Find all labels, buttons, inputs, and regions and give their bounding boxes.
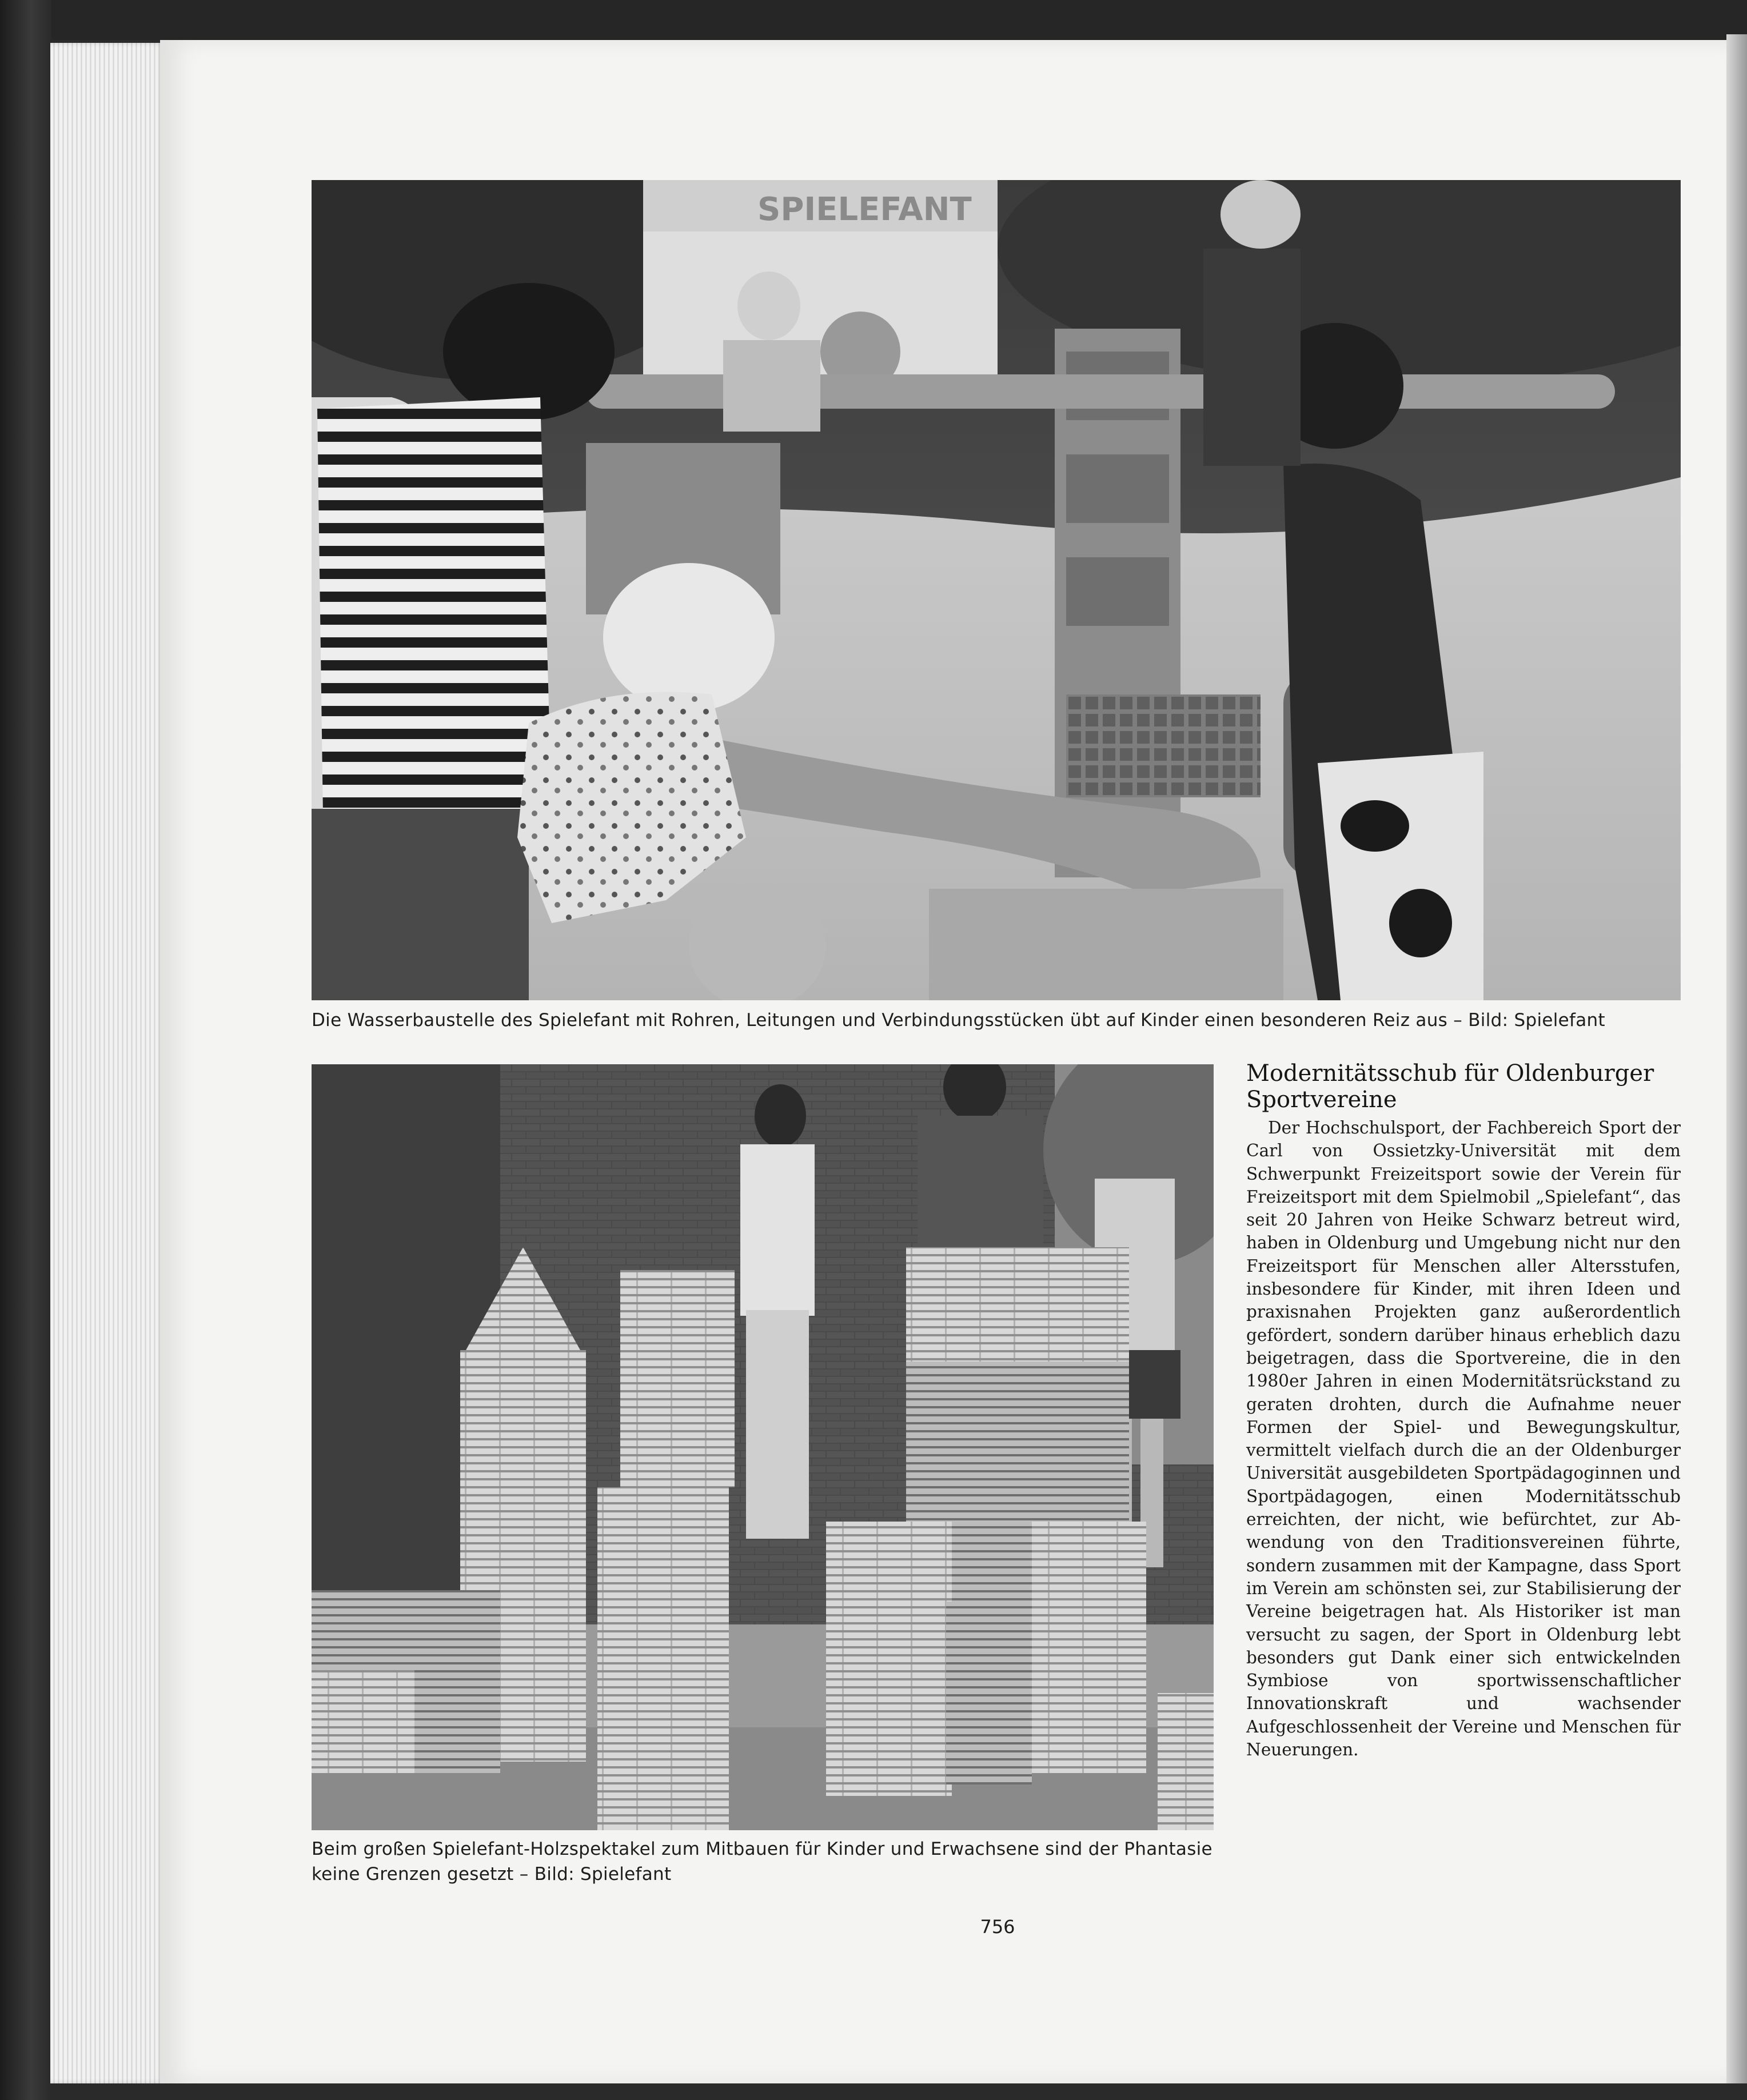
water-play-photo bbox=[312, 180, 1681, 1000]
article-heading: Modernitätsschub für Oldenburger Sportvereine bbox=[1246, 1060, 1654, 1113]
wooden-blocks-photo bbox=[312, 1064, 1214, 1830]
page-edges bbox=[50, 43, 165, 2083]
article-body: Der Hochschulsport, der Fachbereich Sport der Carl von Ossietzky-Universität mit dem Schwerpunkt Freizeitsport sowie der Verein für Freizeitsport mit dem Spielmobil „Spielefant“, das seit 20 Jahren von Heike Schwarz betreut wird, haben in Oldenburg und Umgebung nicht nur den Freizeitsport für Menschen aller Altersstufen, insbesondere für Kinder, mit ihren Ideen und praxisnahen Projekten ganz außerordentlich gefördert, sondern darüber hinaus erheblich dazu beigetragen, dass die Sportvereine, die in den 1980er Jahren in einen Modernitätsrückstand zu geraten drohten, durch die Aufnahme neuer Formen der Spiel- und Bewegungskultur, vermittelt vielfach durch die an der Oldenburger Universität ausgebildeten Sportpädagoginnen und Sportpädagogen, einen Modernitätsschub erreichten, der nicht, wie befürchtet, zur Abwendung von den Traditionsvereinen führte, sondern zusammen mit der Kampagne, dass Sport im Verein am schönsten sei, zur Stabilisierung der Vereine beigetragen hat. Als Historiker ist man versucht zu sagen, der Sport in Oldenburg lebt besonders gut Dank einer sich entwickelnden Symbiose von sportwissenschaftlicher Innovationskraft und wachsender Aufgeschlossenheit der Vereine und Menschen für Neuerungen. bbox=[1246, 1118, 1681, 1760]
top-photo-caption: Die Wasserbaustelle des Spielefant mit Rohren, Leitungen und Verbindungsstücken übt auf Kinder einen besonderen Reiz aus – Bild: Spielefant bbox=[312, 1010, 1605, 1031]
book-spine bbox=[0, 0, 51, 2100]
article-column bbox=[1246, 1060, 1681, 1761]
page-right-edge bbox=[1726, 34, 1747, 2100]
bottom-photo-caption: Beim großen Spielefant-Holzspektakel zum Mitbauen für Kinder und Erwachsene sind der Phantasie keine Grenzen gesetzt – Bild: Spielefant bbox=[312, 1839, 1212, 1885]
trailer-sign: SPIELEFANT bbox=[757, 191, 972, 228]
page-number: 756 bbox=[980, 1916, 1015, 1938]
scan-background-bottom bbox=[51, 2083, 1747, 2100]
scan-background-top bbox=[51, 0, 1747, 40]
